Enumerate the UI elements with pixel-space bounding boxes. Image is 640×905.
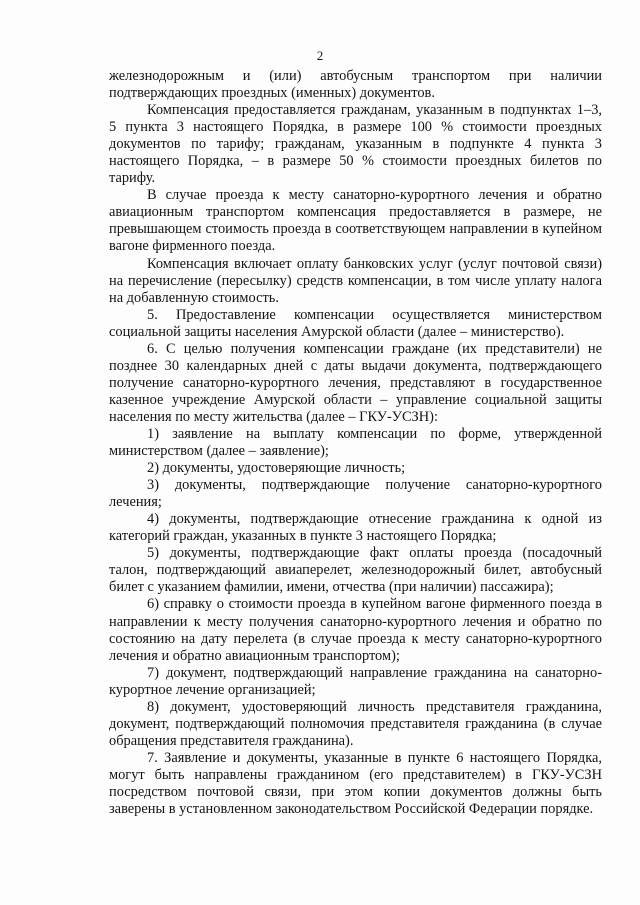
list-item-2: 2) документы, удостоверяющие личность; [147, 460, 406, 477]
paragraph-item-7: 7. Заявление и документы, указанные в пункте 6 настоящего Порядка, могут быть направлены гражданином (его представителем) в ГКУ-УСЗН посредством почтовой связи, при этом копии документов должны быть заверены в установленном законодательством Российской Федерации порядке. [109, 749, 602, 818]
list-item-7: 7) документ, подтверждающий направление гражданина на санаторно-курортное лечение организацией; [109, 664, 602, 698]
paragraph-air-travel: В случае проезда к месту санаторно-курортного лечения и обратно авиационным транспортом компенсация предоставляется в размере, не превышающем стоимость проезда в соответствующем направлении в купейном вагоне фирменного поезда. [109, 187, 602, 255]
paragraph-item-5: 5. Предоставление компенсации осуществляется министерством социальной защиты населения Амурской области (далее – министерство). [109, 306, 602, 340]
paragraph-compensation-amount: Компенсация предоставляется гражданам, указанным в подпунктах 1–3, 5 пункта 3 настоящего Порядка, в размере 100 % стоимости проездных документов по тарифу; гражданам, указанным в подпункте 4 пункта 3 настоящего Порядка, – в размере 50 % стоимости проездных билетов по тарифу. [109, 102, 602, 187]
list-item-6: 6) справку о стоимости проезда в купейном вагоне фирменного поезда в направлении к месту получения санаторно-курортного лечения и обратно по состоянию на дату перелета (в случае проезда к месту санаторно-курортного лечения и обратно авиационным транспортом); [109, 596, 602, 664]
paragraph-transport-continuation: железнодорожным и (или) автобусным транспортом при наличии подтверждающих проездных (именных) документов. [109, 68, 602, 102]
list-item-5: 5) документы, подтверждающие факт оплаты проезда (посадочный талон, подтверждающий авиаперелет, железнодорожный билет, автобусный билет с указанием фамилии, имени, отчества (при наличии) пассажира); [109, 545, 602, 596]
list-item-3: 3) документы, подтверждающие получение санаторно-курортного лечения; [109, 477, 602, 511]
page-number: 2 [316, 48, 324, 63]
list-item-8: 8) документ, удостоверяющий личность представителя гражданина, документ, подтверждающий полномочия представителя гражданина (в случае обращения представителя гражданина). [109, 698, 602, 749]
paragraph-item-6: 6. С целью получения компенсации граждане (их представители) не позднее 30 календарных дней с даты выдачи документа, подтверждающего получение санаторно-курортного лечения, представляют в государственное казенное учреждение Амурской области – управление социальной защиты населения по месту жительства (далее – ГКУ-УСЗН): [109, 340, 602, 425]
list-item-4: 4) документы, подтверждающие отнесение гражданина к одной из категорий граждан, указанных в пункте 3 настоящего Порядка; [109, 511, 602, 545]
paragraph-bank-fees: Компенсация включает оплату банковских услуг (услуг почтовой связи) на перечисление (пересылку) средств компенсации, в том числе уплату налога на добавленную стоимость. [109, 255, 602, 306]
list-item-1: 1) заявление на выплату компенсации по форме, утвержденной министерством (далее – заявление); [109, 425, 602, 460]
document-body [109, 68, 602, 818]
